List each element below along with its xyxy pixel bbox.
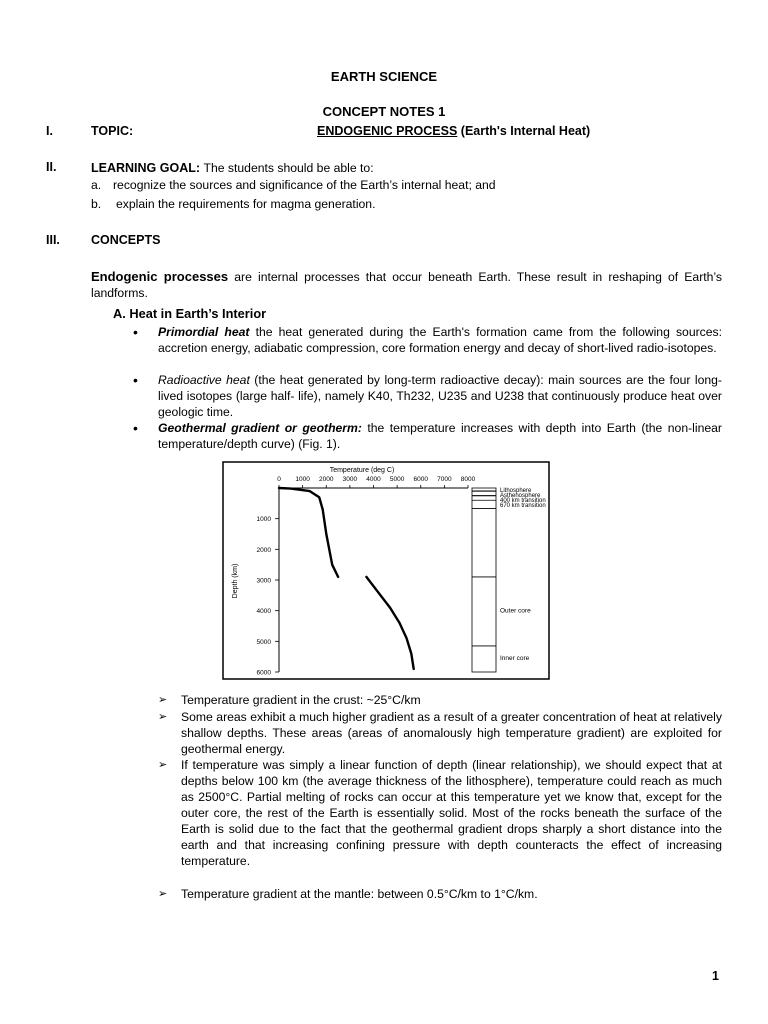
y-axis-label: Depth (km) [232,563,239,599]
arrow-item: Temperature gradient at the mantle: between 0.5°C/km to 1°C/km. [181,887,538,901]
goal-number: II. [46,160,57,174]
topic-label: TOPIC: [91,124,134,138]
y-tick-label: 5000 [256,638,271,646]
goal-item-text: recognize the sources and significance of the Earth’s internal heat; and [113,178,496,192]
x-tick-label: 1000 [295,476,310,483]
y-tick-label: 4000 [256,608,271,616]
intro-term: Endogenic processes [91,269,229,284]
x-tick-label: 4000 [366,476,381,483]
x-tick-label: 3000 [342,476,358,483]
bullet-item [158,324,722,356]
concepts-number: III. [46,233,60,247]
bullet-item [158,372,722,420]
intro-text: are internal processes that occur beneath Earth. These result in reshaping of Earth’s landforms. [91,270,722,300]
document-title: EARTH SCIENCE [330,69,438,84]
section-a-heading: A. Heat in Earth’s Interior [113,306,267,321]
y-tick-label: 2000 [256,546,271,554]
y-tick-label: 3000 [256,577,271,585]
arrow-bullet-icon: ➢ [158,888,168,900]
arrow-bullet-icon: ➢ [158,759,168,771]
x-tick-label: 0 [277,476,281,483]
bullet-dot: • [133,420,138,436]
chart-title: Temperature (deg C) [329,467,395,474]
arrow-item: Some areas exhibit a much higher gradient as a result of a greater concentration of heat at relatively shallow depths. These areas (areas of anomalously high temperature gradient) are exploited for geothermal energy. [181,710,722,756]
goal-item-marker: b. [91,197,102,211]
arrow-bullet-icon: ➢ [158,711,168,723]
goal-item-text: explain the requirements for magma generation. [116,197,376,211]
goal-item-marker: a. [91,178,102,192]
layer-label: 400 km transition [500,498,546,504]
region-label: Inner core [500,655,530,663]
x-tick-label: 7000 [437,476,452,483]
goal-heading [91,160,374,176]
document-subtitle: CONCEPT NOTES 1 [322,104,446,119]
arrow-item: Temperature gradient in the crust: ~25°C/km [181,693,421,707]
topic-main: ENDOGENIC PROCESS [317,124,458,138]
concepts-label: CONCEPTS [91,233,161,247]
x-tick-label: 5000 [389,476,405,483]
bullet-text: the temperature increases with depth into Earth (the non-linear temperature/depth curve) (Fig. 1). [158,421,722,451]
bullet-term: Geothermal gradient or geotherm: [158,421,362,435]
layer-label: 670 km transition [500,503,546,509]
topic-number: I. [46,124,53,138]
layer-label: Lithosphere [500,488,532,494]
bullet-text: the heat generated during the Earth's formation came from the following sources: accretion energy, adiabatic compression, core formation energy and decay of short-lived radio-isotopes. [158,325,723,355]
bullet-dot: • [133,324,138,340]
bullet-dot: • [133,372,138,388]
topic-value [317,124,590,138]
geotherm-chart [222,461,550,680]
page-number: 1 [712,969,719,983]
goal-intro: The students should be able to: [203,161,374,175]
arrow-bullet-icon: ➢ [158,694,168,706]
goal-label: LEARNING GOAL: [91,161,201,175]
y-tick-label: 1000 [256,516,271,524]
y-tick-label: 6000 [256,669,271,677]
bullet-term: Primordial heat [158,325,250,339]
x-tick-label: 8000 [460,476,476,483]
bullet-text: (the heat generated by long-term radioactive decay): main sources are the four long-lived isotopes (large half- life), namely K40, Th232, U235 and U238 that continuously produce heat over geologic time. [158,373,722,419]
region-label: Outer core [500,607,531,615]
topic-paren: (Earth's Internal Heat) [460,124,591,138]
concepts-intro [91,269,722,301]
bullet-item [158,420,722,452]
x-tick-label: 6000 [413,476,428,483]
x-tick-label: 2000 [319,476,334,483]
layer-label: Asthenosphere [500,493,541,499]
bullet-term: Radioactive heat [158,373,250,387]
arrow-item: If temperature was simply a linear function of depth (linear relationship), we should expect that at depths below 100 km (the average thickness of the lithosphere), temperature could reach as much as 2500°C. Partial melting of rocks can occur at this temperature yet we know that, except for the outer core, the rest of the Earth is essentially solid. Most of the rocks beneath the surface of the Earth is solid due to the fact that the geothermal gradient drops sharply a short distance into the earth and that increasing confining pressure with depth counteracts the effect of increasing temperature. [181,758,722,868]
